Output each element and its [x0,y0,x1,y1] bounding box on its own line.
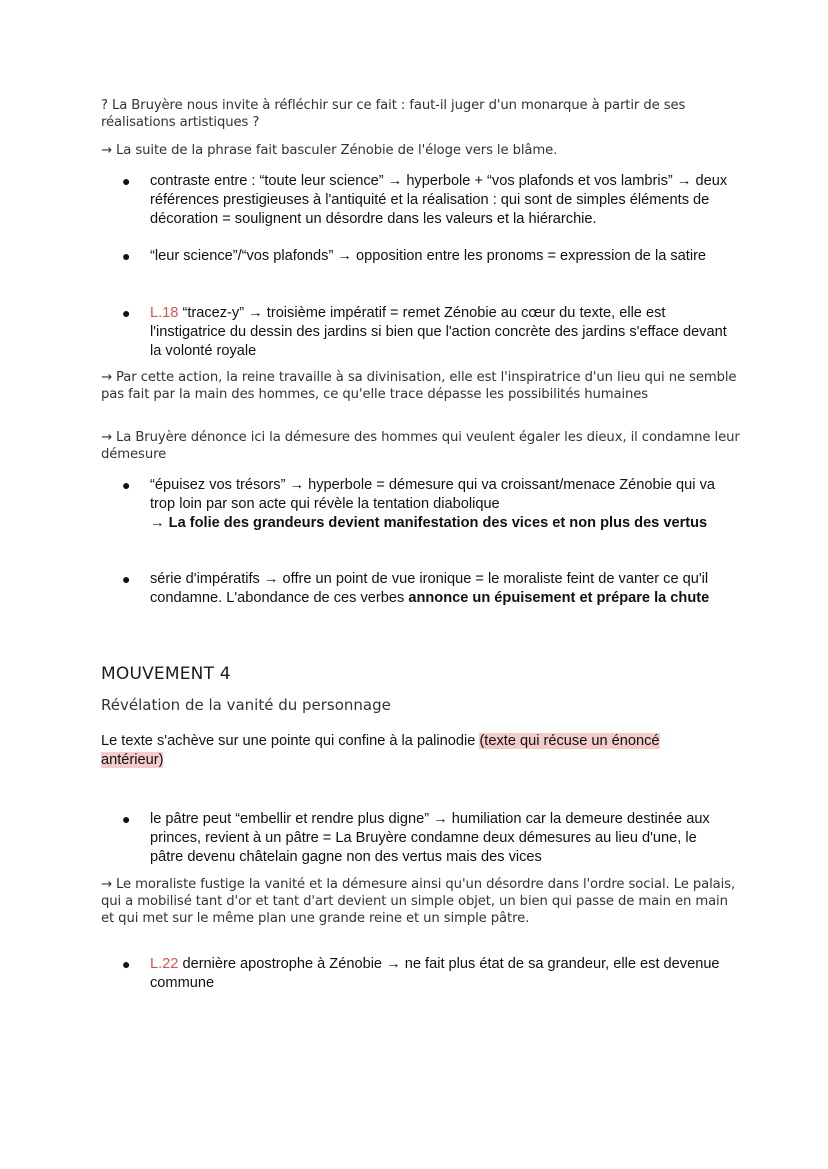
paragraph-divinisation: → Par cette action, la reine travaille à sa divinisation, elle est l'inspiratrice d'un lieu qui ne semble pas fait par la main des hommes, ce qu'elle trace dépasse les possibilités humaines [101,370,737,402]
bullet-icon: ● [122,477,131,493]
line-reference: L.18 [150,305,179,321]
bullet-text-imperatifs: série d'impératifs → offre un point de vue ironique = le moraliste feint de vanter ce qu'il condamne. L'abondance de ces verbes annonce un épuisement et prépare la chute [150,571,710,606]
paragraph-transition: → La suite de la phrase fait basculer Zénobie de l'éloge vers le blâme. [101,143,558,158]
line-reference: L.22 [150,956,179,972]
bullet-icon: ● [122,811,131,827]
bullet-text-tresors: “épuisez vos trésors” → hyperbole = démesure qui va croissant/menace Zénobie qui va trop loin par son acte qui révèle la tentation diabolique → La folie des grandeurs devient manifestation des vices et non plus des vertus [150,477,715,531]
bullet-text-patre: le pâtre peut “embellir et rendre plus digne” → humiliation car la demeure destinée aux princes, revient à un pâtre = La Bruyère condamne deux démesures au lieu d'une, le pâtre devenu châtelain gagne non des vertus mais des vices [150,811,710,865]
paragraph-moraliste: → Le moraliste fustige la vanité et la démesure ainsi qu'un désordre dans l'ordre social. Le palais, qui a mobilisé tant d'or et tant d'art devient un simple objet, un bien qui passe de main en main et qui met sur le même plan une grande reine et un simple pâtre. [101,877,736,926]
bullet-text-contrast: contraste entre : “toute leur science” → hyperbole + “vos plafonds et vos lambris” → deux références prestigieuses à l'antiquité et la réalisation : qui sont de simples éléments de décoration = soulignent un désordre dans les valeurs et la hiérarchie. [150,173,728,227]
paragraph-demesure: → La Bruyère dénonce ici la démesure des hommes qui veulent égaler les dieux, il condamne leur démesure [101,430,740,462]
bullet-icon: ● [122,248,131,264]
bullet-text-apostrophe: L.22 dernière apostrophe à Zénobie → ne fait plus état de sa grandeur, elle est devenue commune [150,956,720,991]
bullet-icon: ● [122,305,131,321]
bullet-text-tracez: L.18 “tracez-y” → troisième impératif = remet Zénobie au cœur du texte, elle est l'instigatrice du dessin des jardins si bien que l'action concrète des jardins s'efface devant la volonté royale [150,305,727,359]
bullet-text-pronouns: “leur science”/“vos plafonds” → opposition entre les pronoms = expression de la satire [150,248,707,264]
paragraph-question: ? La Bruyère nous invite à réfléchir sur ce fait : faut-il juger d'un monarque à partir de ses réalisations artistiques ? [101,98,686,130]
bullet-icon: ● [122,173,131,189]
paragraph-pointe: Le texte s'achève sur une pointe qui confine à la palinodie (texte qui récuse un énoncé antérieur) [101,733,660,768]
section-heading: MOUVEMENT 4 [101,664,231,684]
bullet-icon: ● [122,956,131,972]
highlighted-definition: (texte qui récuse un énoncé antérieur) [101,733,660,768]
bullet-icon: ● [122,571,131,587]
section-subheading: Révélation de la vanité du personnage [101,696,391,714]
